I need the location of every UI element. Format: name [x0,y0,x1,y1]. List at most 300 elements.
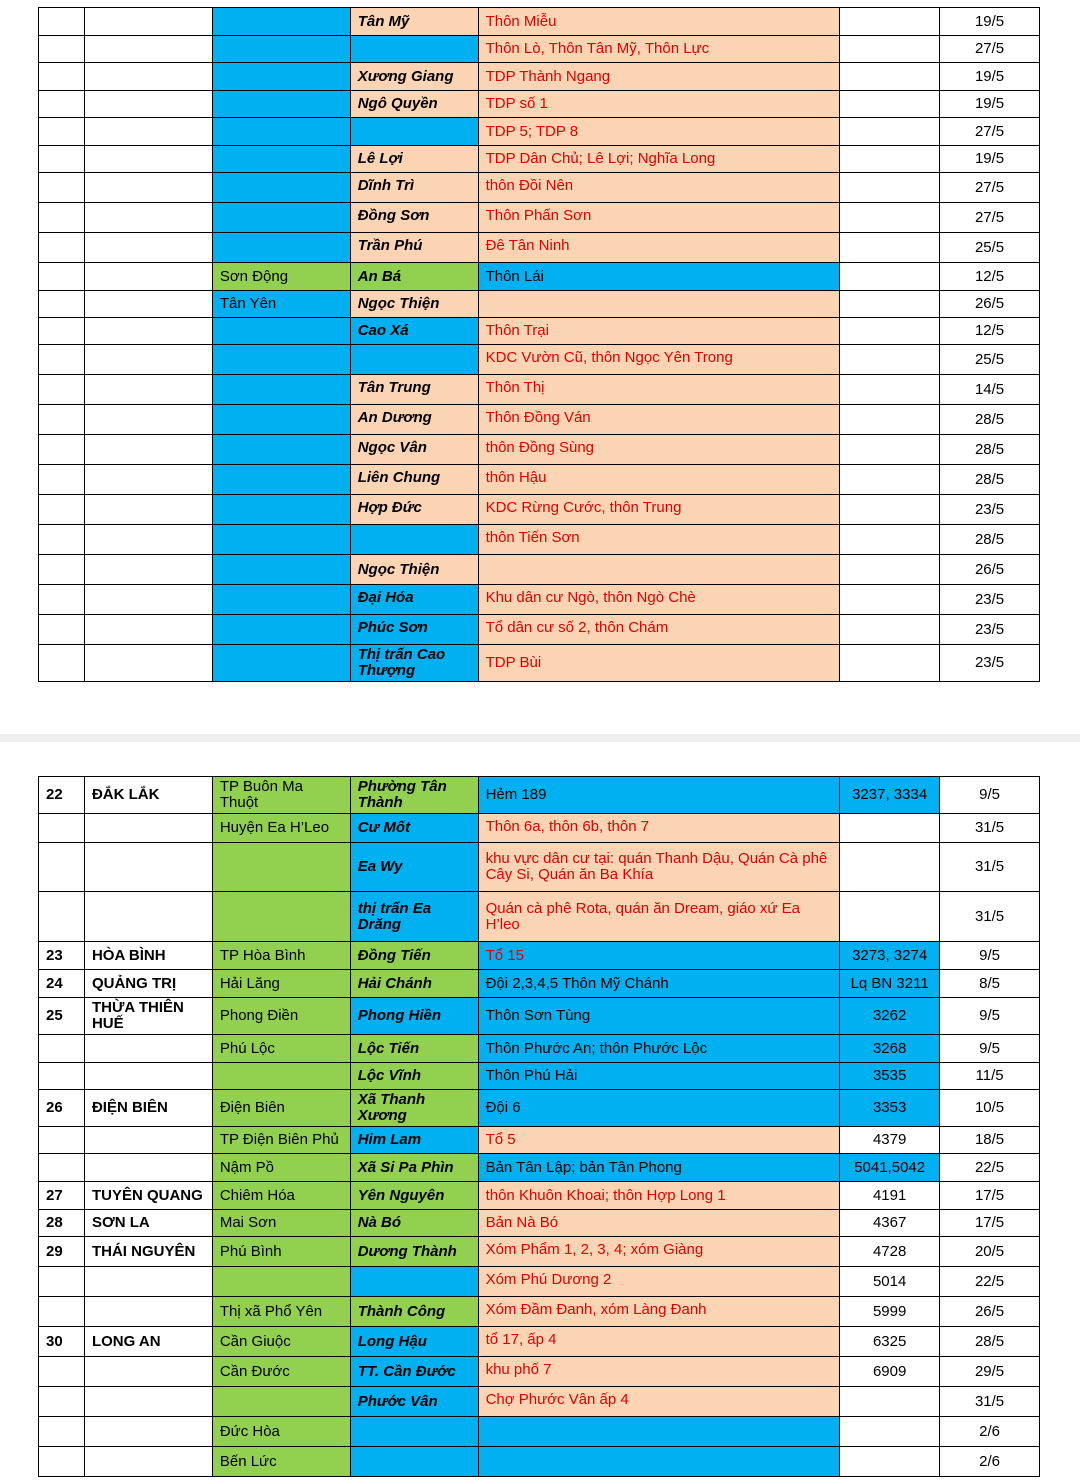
locality-cell: Xóm Đầm Đanh, xóm Làng Đanh [479,1297,841,1327]
commune-cell: Ngô Quyền [351,91,479,118]
district-cell: Phú Lộc [213,1035,351,1063]
case-ids-cell [840,173,940,203]
locality-cell: Đội 6 [479,1090,841,1127]
date-cell: 29/5 [940,1357,1040,1387]
locality-cell: Hẻm 189 [479,777,841,814]
table-row [39,146,1040,173]
district-cell [213,375,351,405]
date-cell: 28/5 [940,525,1040,555]
case-ids-cell [840,233,940,263]
table-row [39,1267,1040,1297]
date-cell: 14/5 [940,375,1040,405]
case-ids-cell [840,843,940,892]
commune-cell [351,525,479,555]
table-row [39,36,1040,63]
table-row [39,173,1040,203]
commune-cell: Phong Hiền [351,998,479,1035]
case-ids-cell [840,345,940,375]
province-cell: THÁI NGUYÊN [85,1237,213,1267]
row-number-cell [39,1357,85,1387]
table-row [39,1210,1040,1237]
province-cell [85,843,213,892]
commune-cell: An Dương [351,405,479,435]
commune-cell: Lê Lợi [351,146,479,173]
row-number-cell [39,615,85,645]
date-cell: 23/5 [940,645,1040,682]
table-row [39,318,1040,345]
case-ids-cell [840,375,940,405]
district-cell [213,843,351,892]
table-row [39,585,1040,615]
case-ids-cell [840,8,940,36]
commune-cell: Cư Mốt [351,814,479,843]
district-cell [213,435,351,465]
date-cell: 27/5 [940,203,1040,233]
row-number-cell [39,318,85,345]
district-cell [213,525,351,555]
district-cell: TP Buôn Ma Thuột [213,777,351,814]
case-ids-cell: 3273, 3274 [840,942,940,970]
province-cell [85,495,213,525]
row-number-cell: 26 [39,1090,85,1127]
case-ids-cell: 5041,5042 [840,1154,940,1182]
province-cell: ĐẮK LẮK [85,777,213,814]
case-ids-cell: 3268 [840,1035,940,1063]
case-ids-cell [840,291,940,318]
date-cell: 27/5 [940,36,1040,63]
commune-cell [351,1267,479,1297]
district-cell: Đức Hòa [213,1417,351,1447]
row-number-cell [39,1127,85,1154]
table-row [39,1297,1040,1327]
date-cell: 22/5 [940,1267,1040,1297]
locality-cell: Thôn Trại [479,318,841,345]
case-ids-cell [840,203,940,233]
province-cell [85,91,213,118]
locality-cell: Thôn Sơn Tùng [479,998,841,1035]
row-number-cell [39,1154,85,1182]
commune-cell: Phước Vân [351,1387,479,1417]
table-row [39,1237,1040,1267]
case-ids-cell [840,263,940,291]
commune-cell: Xương Giang [351,63,479,91]
locality-cell [479,555,841,585]
row-number-cell [39,892,85,942]
row-number-cell [39,1387,85,1417]
table-row [39,892,1040,942]
date-cell: 9/5 [940,998,1040,1035]
district-cell [213,1387,351,1417]
case-ids-cell: 4367 [840,1210,940,1237]
case-ids-cell [840,435,940,465]
locality-cell: Thôn Phấn Sơn [479,203,841,233]
page-gap-shade [0,734,1080,742]
locality-cell: Thôn Lái [479,263,841,291]
locality-cell: thôn Đồi Nên [479,173,841,203]
case-ids-cell: 4191 [840,1182,940,1210]
commune-cell: Thị trấn Cao Thượng [351,645,479,682]
district-cell: Mai Sơn [213,1210,351,1237]
province-cell [85,8,213,36]
locality-cell: Đê Tân Ninh [479,233,841,263]
date-cell: 25/5 [940,345,1040,375]
table-row [39,970,1040,998]
date-cell: 31/5 [940,814,1040,843]
province-cell [85,1267,213,1297]
case-ids-cell: 3237, 3334 [840,777,940,814]
case-ids-cell [840,585,940,615]
table-row [39,777,1040,814]
locality-cell: Tổ 15 [479,942,841,970]
locality-cell: Thôn Miễu [479,8,841,36]
province-cell [85,36,213,63]
case-ids-cell: 6325 [840,1327,940,1357]
date-cell: 12/5 [940,263,1040,291]
province-cell [85,233,213,263]
case-ids-cell [840,645,940,682]
case-ids-cell [840,1387,940,1417]
locality-cell: Bản Tân Lập; bản Tân Phong [479,1154,841,1182]
province-cell [85,1387,213,1417]
commune-cell: Long Hậu [351,1327,479,1357]
table-row [39,495,1040,525]
case-ids-cell [840,525,940,555]
date-cell: 28/5 [940,465,1040,495]
table-row [39,203,1040,233]
locality-cell: khu phố 7 [479,1357,841,1387]
province-cell [85,318,213,345]
district-cell [213,8,351,36]
locality-cell: Thôn 6a, thôn 6b, thôn 7 [479,814,841,843]
province-cell [85,173,213,203]
row-number-cell: 22 [39,777,85,814]
table-row [39,465,1040,495]
province-cell [85,435,213,465]
commune-cell: Ngọc Thiện [351,555,479,585]
locality-cell: Xóm Phú Dương 2 [479,1267,841,1297]
table-row [39,1035,1040,1063]
date-cell: 8/5 [940,970,1040,998]
date-cell: 23/5 [940,585,1040,615]
case-ids-cell [840,318,940,345]
table-row [39,1327,1040,1357]
date-cell: 28/5 [940,405,1040,435]
province-cell: LONG AN [85,1327,213,1357]
case-ids-cell: 6909 [840,1357,940,1387]
case-ids-cell: 3535 [840,1063,940,1090]
district-cell [213,1063,351,1090]
case-ids-cell: 3262 [840,998,940,1035]
province-cell [85,291,213,318]
province-cell [85,405,213,435]
row-number-cell [39,555,85,585]
row-number-cell [39,233,85,263]
commune-cell [351,345,479,375]
locality-cell: TDP Thành Ngang [479,63,841,91]
table-row [39,1447,1040,1477]
province-cell [85,615,213,645]
commune-cell: An Bá [351,263,479,291]
commune-cell: Phúc Sơn [351,615,479,645]
row-number-cell [39,405,85,435]
commune-cell: Xã Thanh Xương [351,1090,479,1127]
locality-cell [479,291,841,318]
case-ids-cell [840,405,940,435]
row-number-cell [39,263,85,291]
commune-cell: Tân Trung [351,375,479,405]
province-cell [85,63,213,91]
locality-cell: Xóm Phẩm 1, 2, 3, 4; xóm Giàng [479,1237,841,1267]
table-row [39,118,1040,146]
row-number-cell: 27 [39,1182,85,1210]
case-ids-cell: 5014 [840,1267,940,1297]
table-row [39,233,1040,263]
case-ids-cell [840,892,940,942]
locality-cell: Thôn Phú Hải [479,1063,841,1090]
district-cell: Điện Biên [213,1090,351,1127]
commune-cell [351,36,479,63]
table-row [39,405,1040,435]
province-cell [85,1417,213,1447]
commune-cell: Hải Chánh [351,970,479,998]
province-cell [85,1035,213,1063]
row-number-cell [39,843,85,892]
row-number-cell [39,146,85,173]
date-cell: 19/5 [940,63,1040,91]
row-number-cell [39,465,85,495]
case-ids-cell [840,118,940,146]
date-cell: 17/5 [940,1182,1040,1210]
date-cell: 27/5 [940,173,1040,203]
row-number-cell [39,814,85,843]
table-row [39,375,1040,405]
case-ids-cell [840,495,940,525]
commune-cell: thị trấn Ea Drăng [351,892,479,942]
row-number-cell [39,495,85,525]
province-cell [85,814,213,843]
case-ids-cell [840,814,940,843]
district-cell [213,645,351,682]
province-cell [85,892,213,942]
table-row [39,814,1040,843]
row-number-cell [39,203,85,233]
province-cell [85,585,213,615]
date-cell: 19/5 [940,91,1040,118]
table-row [39,8,1040,36]
date-cell: 23/5 [940,495,1040,525]
district-cell [213,615,351,645]
row-number-cell [39,435,85,465]
row-number-cell [39,63,85,91]
date-cell: 19/5 [940,8,1040,36]
row-number-cell [39,118,85,146]
row-number-cell [39,8,85,36]
commune-cell: Tân Mỹ [351,8,479,36]
date-cell: 27/5 [940,118,1040,146]
province-cell [85,146,213,173]
case-ids-cell [840,1447,940,1477]
locality-cell: Thôn Đồng Ván [479,405,841,435]
province-cell [85,375,213,405]
date-cell: 2/6 [940,1417,1040,1447]
date-cell: 9/5 [940,942,1040,970]
row-number-cell [39,291,85,318]
table-row [39,63,1040,91]
province-cell [85,525,213,555]
table-row [39,615,1040,645]
date-cell: 31/5 [940,1387,1040,1417]
case-ids-cell [840,91,940,118]
commune-cell: Phường Tân Thành [351,777,479,814]
row-number-cell [39,173,85,203]
case-ids-cell [840,615,940,645]
outbreak-table-lower [38,776,1040,1477]
district-cell [213,36,351,63]
table-row [39,91,1040,118]
table-row [39,291,1040,318]
locality-cell: Bản Nà Bó [479,1210,841,1237]
date-cell: 9/5 [940,777,1040,814]
district-cell: Phú Bình [213,1237,351,1267]
province-cell: SƠN LA [85,1210,213,1237]
locality-cell: Khu dân cư Ngò, thôn Ngò Chè [479,585,841,615]
date-cell: 11/5 [940,1063,1040,1090]
date-cell: 28/5 [940,1327,1040,1357]
district-cell [213,495,351,525]
district-cell: Cần Đước [213,1357,351,1387]
locality-cell: khu vực dân cư tại: quán Thanh Dậu, Quán Cà phê Cây Si, Quán ăn Ba Khía [479,843,841,892]
commune-cell: Hợp Đức [351,495,479,525]
district-cell [213,585,351,615]
district-cell: Phong Điền [213,998,351,1035]
row-number-cell [39,91,85,118]
province-cell [85,203,213,233]
table-row [39,1154,1040,1182]
locality-cell: TDP 5; TDP 8 [479,118,841,146]
row-number-cell: 28 [39,1210,85,1237]
commune-cell: Nà Bó [351,1210,479,1237]
locality-cell: TDP Dân Chủ; Lê Lợi; Nghĩa Long [479,146,841,173]
province-cell [85,263,213,291]
district-cell [213,555,351,585]
district-cell: Chiêm Hóa [213,1182,351,1210]
locality-cell: Thôn Lò, Thôn Tân Mỹ, Thôn Lực [479,36,841,63]
district-cell [213,345,351,375]
district-cell [213,63,351,91]
date-cell: 31/5 [940,892,1040,942]
case-ids-cell [840,555,940,585]
locality-cell: tổ 17, ấp 4 [479,1327,841,1357]
commune-cell: Dĩnh Trì [351,173,479,203]
district-cell: Thị xã Phổ Yên [213,1297,351,1327]
locality-cell: TDP Bùi [479,645,841,682]
province-cell [85,1357,213,1387]
district-cell: TP Điện Biên Phủ [213,1127,351,1154]
locality-cell: Thôn Phước An; thôn Phước Lộc [479,1035,841,1063]
locality-cell: Quán cà phê Rota, quán ăn Dream, giáo xứ Ea H’leo [479,892,841,942]
row-number-cell: 25 [39,998,85,1035]
district-cell [213,118,351,146]
province-cell [85,465,213,495]
district-cell [213,203,351,233]
district-cell [213,233,351,263]
locality-cell: Chợ Phước Vân ấp 4 [479,1387,841,1417]
district-cell [213,318,351,345]
district-cell [213,91,351,118]
row-number-cell [39,1267,85,1297]
table-row [39,942,1040,970]
commune-cell: Ea Wy [351,843,479,892]
commune-cell [351,1447,479,1477]
case-ids-cell: 4379 [840,1127,940,1154]
row-number-cell [39,1297,85,1327]
commune-cell: Cao Xá [351,318,479,345]
table-row [39,843,1040,892]
commune-cell: Đại Hóa [351,585,479,615]
locality-cell: Tổ 5 [479,1127,841,1154]
date-cell: 18/5 [940,1127,1040,1154]
district-cell: Huyện Ea H’Leo [213,814,351,843]
row-number-cell [39,645,85,682]
district-cell: Sơn Động [213,263,351,291]
table-row [39,345,1040,375]
district-cell [213,173,351,203]
commune-cell: Thành Công [351,1297,479,1327]
province-cell [85,645,213,682]
district-cell: Tân Yên [213,291,351,318]
commune-cell [351,118,479,146]
district-cell [213,892,351,942]
date-cell: 12/5 [940,318,1040,345]
row-number-cell: 24 [39,970,85,998]
province-cell: TUYÊN QUANG [85,1182,213,1210]
table-row [39,263,1040,291]
commune-cell: Yên Nguyên [351,1182,479,1210]
table-row [39,435,1040,465]
date-cell: 26/5 [940,555,1040,585]
province-cell: ĐIỆN BIÊN [85,1090,213,1127]
district-cell: Hải Lăng [213,970,351,998]
row-number-cell [39,1417,85,1447]
commune-cell: Him Lam [351,1127,479,1154]
province-cell: THỪA THIÊN HUẾ [85,998,213,1035]
row-number-cell [39,36,85,63]
locality-cell: thôn Khuôn Khoai; thôn Hợp Long 1 [479,1182,841,1210]
case-ids-cell [840,1417,940,1447]
locality-cell: TDP số 1 [479,91,841,118]
date-cell: 25/5 [940,233,1040,263]
table-row [39,525,1040,555]
commune-cell: Ngọc Thiện [351,291,479,318]
commune-cell: Lộc Vĩnh [351,1063,479,1090]
outbreak-table-upper [38,7,1040,682]
date-cell: 10/5 [940,1090,1040,1127]
row-number-cell [39,345,85,375]
commune-cell: Liên Chung [351,465,479,495]
date-cell: 19/5 [940,146,1040,173]
table-row [39,1417,1040,1447]
date-cell: 26/5 [940,1297,1040,1327]
table-row [39,1127,1040,1154]
table-row [39,1357,1040,1387]
date-cell: 23/5 [940,615,1040,645]
case-ids-cell [840,63,940,91]
district-cell [213,465,351,495]
date-cell: 2/6 [940,1447,1040,1477]
locality-cell [479,1447,841,1477]
province-cell [85,1297,213,1327]
row-number-cell [39,1447,85,1477]
